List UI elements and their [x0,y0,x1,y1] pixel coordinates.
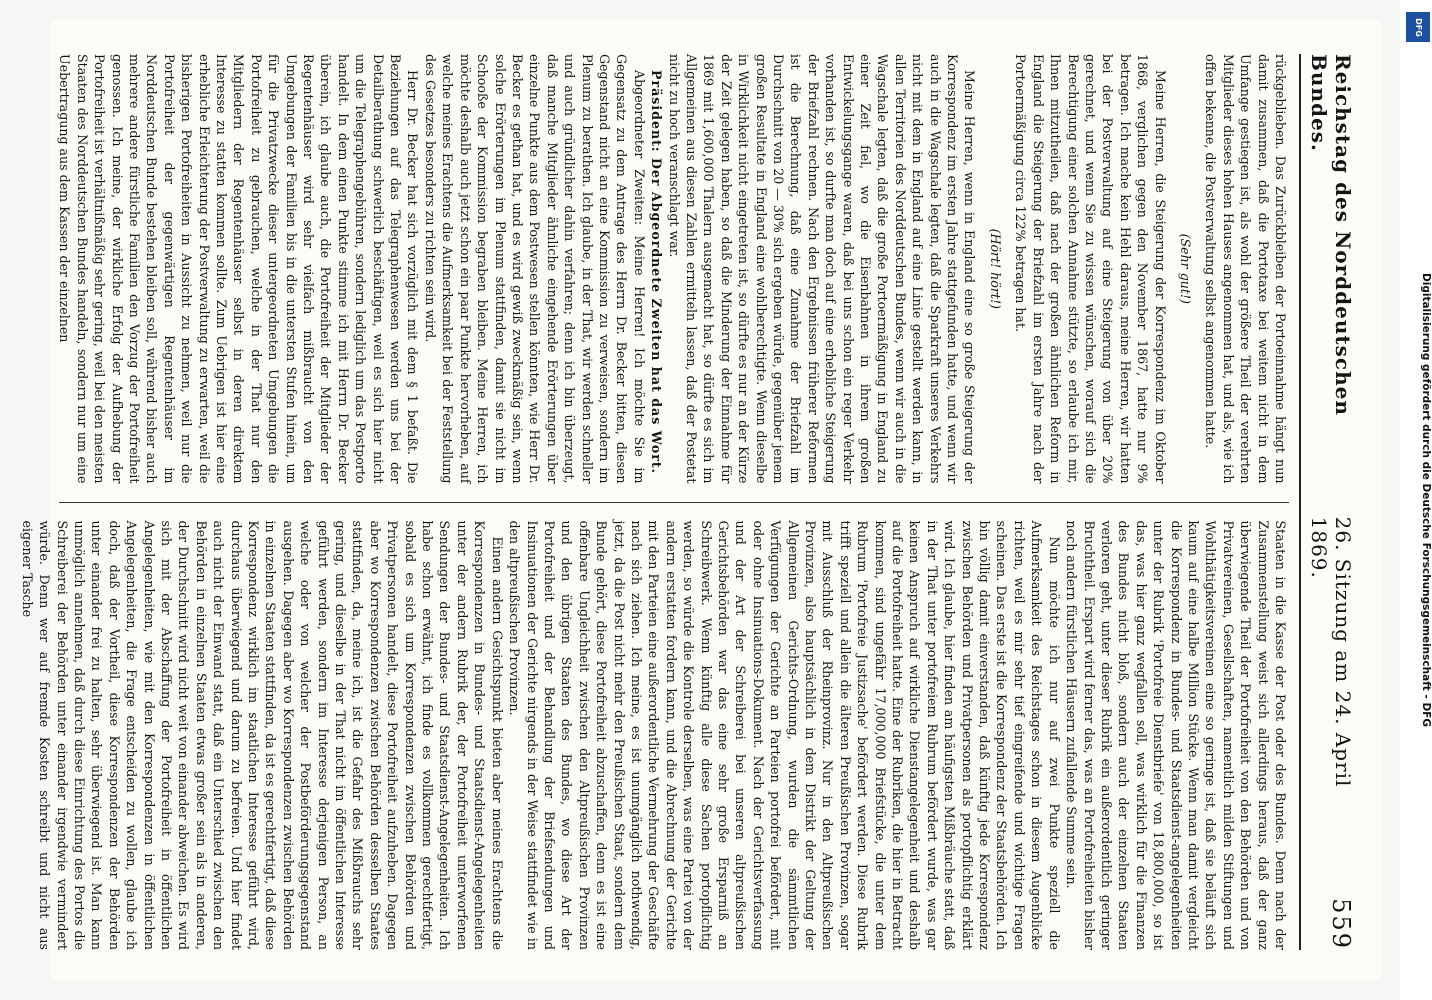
paragraph: Staaten in die Kasse der Post oder des Bundes. Denn nach der Zusammenstellung weist sich allerdings heraus, daß der ganz überwiegende Theil der Portofreiheit von den Behörden und von Privatvereinen, Gesellschaften, namentlich milden Stiftungen und Wohlthätigkeitsvereinen eine so geringe ist, daß sie beläuft sich kaum auf eine halbe Million Stücke. Wenn man damit vergleicht die Korrespondenz in Bundes- und Staatsdienst-angelegenheiten unter der Rubrik 'Portofreie Dienstbriefe' von 18,800,000, so ist das, was hier ganz wegfallen soll, was wirklich für die Finanzen des Bundes nicht bloß, sondern auch der einzelnen Staaten verloren geht, unter dieser Rubrik ein außerordentlich geringer Bruchtheil. Erspart wird ferner das, was an Portofreiheiten bisher noch andern fürstlichen Häusern zufallende Summe sein. [1064,520,1288,950]
paragraph: Einen andern Gesichtspunkt bieten aber meines Erachtens die Korrespondenzen in Bundes- und Staatsdienst-Angelegenheiten unter der andern Rubrik der, der Portofreiheit unterworfenen Sendungen der Bundes- und Staatsdienst-Angelegenheiten. Ich habe schon erwähnt, ich finde es vollkommen gerechtfertigt, sobald es sich um Korrespondenzen zwischen Behörden und Privatpersonen handelt, diese Portofreiheit aufzuheben. Dagegen aber wo Korrespondenzen zwischen Behörden desselben Staates stattfinden, da, meine ich, ist die Gefahr des Mißbrauchs sehr gering, und dieselbe in der That nicht im öffentlichen Interesse geführt werden, sondern im Interesse derjenigen Person, an welche oder von welcher der Postbeförderungsgegenstand ausgehen. Dagegen aber wo Korrespondenzen zwischen Behörden in einzelnen Staaten stattfinden, da ist es gerechtfertigt, daß diese Korrespondenz wirklich im staatlichen Interesse geführt wird, durchaus überwiegend und darum zu befreien. Und hier findet auch nicht der Einwand statt, daß ein Unterschied zwischen den Behörden in einzelnen Staaten etwas großer sein als in anderen, der Durchschnitt wird nicht weit von einander abweichen. Es wird sich mit der Abschaffung der Portofreiheit in öffentlichen Angelegenheiten, wie mit den Korrespondenzen in öffentlichen Angelegenheiten, die Frage entscheiden zu wollen, glaube ich doch, daß der Vortheil, diese Korrespondenzen der Behörden unter einander frei zu halten, sehr überwiegend ist. Man kann unmöglich annehmen, daß durch diese Einrichtung des Portos die Schreiberei der Behörden unter einander irgendwie vermindert würde. Denn wer auf fremde Kosten schreibt und nicht aus eigener Tasche [19,520,505,950]
text-columns [19,54,1289,950]
header-right [1307,517,1355,950]
page-header [1299,54,1355,950]
paragraph: Meine Herren, die Steigerung der Korrespondenz im Oktober 1868, verglichen gegen den November 1867, hatte nur 9% betragen. Ich mache kein Hehl daraus, meine Herren, wir hatten bei der Postverwaltung auf eine Steigerung von über 20% gerechnet, und wenn Sie zu wissen wünschen, worauf sich die Berechtigung einer solchen Annahme stützte, so erlaube ich mir, Ihnen mitzutheilen, daß nach der großen ähnlichen Reform in England die Steigerung der Briefzahl im ersten Jahre nach der Portoermäßigung circa 122% betragen hat. [1013,54,1168,484]
interjection: (Sehr gut!) [1177,233,1193,304]
dfg-logo-text: DFG [1413,17,1423,37]
dfg-logo [1406,12,1430,42]
header-title: Reichstag des Norddeutschen Bundes. [1307,54,1355,416]
paragraph: Abgeordneter Zweiten: Meine Herren! Ich möchte Sie im Gegensatz zu dem Antrage des Herrn Dr. Becker bitten, diesen Gegenstand nicht an eine Kommission zu verweisen, sondern im Plenum zu berathen. Ich glaube, in der That, wir werden schneller und auch gründlicher dahin verfahren; denn ich bin überzeugt, daß manche Mitglieder ähnliche eingehende Erörterungen über einzelne Punkte aus dem Postwesen stellen könnten, wie Herr Dr. Becker es gethan hat, und es wird gewiß zweckmäßig sein, wenn solche Erörterungen im Plenum stattfinden, damit sie nicht im Schooße der Kommission begraben bleiben. Meine Herren, ich möchte deshalb auch jetzt schon ein paar Punkte hervorheben, auf welche meines Erachtens die Aufmerksamkeit bei der Feststellung des Gesetzes besonders zu richten sein wird. [422,54,647,484]
paragraph: Meine Herren, wenn in England eine so große Steigerung der Korrespondenz im ersten Jahre stattgefunden hatte, und wenn wir auch in die Wagschale legten, daß die Sparkraft unseres Verkehrs nicht mit dem in England auf eine Linie gestellt werden kann, in allen Territorien des Norddeutschen Bundes, wenn wir auch in die Wagschale legten, daß die große Portoermäßigung in England zu einer Zeit fiel, wo die Eisenbahnen in ihrem großen Entwickelungsgange waren, daß bei uns schon ein reger Verkehr vorhanden ist, so durfte man doch auf eine erhebliche Steigerung der Briefzahl rechnen. Nach den Ergebnissen früherer Reformen ist die Berechnung, daß eine Zunahme der Briefzahl im Durchschnitt von 20 — 30% sich ergeben würde, gegenüber jenem großen Resultate in England eine wohlberechtigte. Wenn dieselbe in Wirklichkeit nicht eingetreten ist, so dürfte es nur an der Kürze der Zeit gelegen haben, so daß die Minderung der Einnahme für 1869 mit 1,600,000 Thalern ausgemacht hat, so dürfte es sich im Allgemeinen aus diesen Zahlen ermitteln lassen, daß der Postetat nicht zu hoch veranschlagt war. [666,54,978,484]
paragraph: rückgeblieben. Das Zurückbleiben der Portoeinnahme hängt nun damit zusammen, daß die Portotaxe bei weitem nicht in dem Umfange gestiegen ist, als wohl der größere Theil der verehrten Mitglieder dieses hohen Hauses angenommen hat, und als, wie ich offen bekenne, die Postverwaltung selbst angenommen hatte. [1203,54,1288,484]
page-number: 559 [1327,898,1355,950]
rotated-document-page [19,20,1381,980]
paragraph: Nun möchte ich nur auf zwei Punkte speziell die Aufmerksamkeit des Reichstages schon in diesem Augenblicke richten, weil es mir sehr tief eingreifende und wichtige Fragen scheinen. Das erste ist die Korrespondenz der Staatsbehörden. Ich bin völlig damit einverstanden, daß künftig jede Korrespondenz zwischen Behörden und Privatpersonen als portopflichtig erklärt wird. Ich glaube, hier finden am häufigsten Mißbräuche statt, daß in der That unter portofreiem Rubrum befördert wurde, was gar keinen Anspruch auf wirkliche Dienstangelegenheit und deshalb auf die Portofreiheit hatte. Eine der Rubriken, die hier in Betracht kommen, sind ungefähr 17,000,000 Briefstücke, die unter dem Rubrum 'Portofreie Justizsache' befördert werden. Diese Rubrik trifft speziell und allein die älteren Preußischen Provinzen, sogar mit Ausschluß der Rheinprovinz. Nur in den Altpreußischen Provinzen, also hauptsächlich in dem Distrikt der Geltung der Allgemeinen Gerichts-Ordnung, wurden die sämmtlichen Verfügungen der Gerichte an Parteien portofrei befördert, mit oder ohne Insinuations-Dokument. Nach der Gerichtsverfassung und der Art der Schreiberei bei unseren altpreußischen Gerichtsbehörden war das eine sehr große Ersparniß an Schreibwerk. Wenn künftig alle diese Sachen portopflichtig werden, so würde die Kontrole derselben, was eine Partei von der andern erstatten fordern kann, und die Abrechnung der Gerichte mit den Parteien eine außerordentliche Vermehrung der Geschäfte nach sich ziehen. Ich meine, es ist unumgänglich nothwendig, jetzt, da die Post nicht mehr den Preußischen Staat, sondern dem Bunde gehört, diese Portofreiheit abzuschaffen, denn es ist eine offenbare Ungleichheit zwischen den Altpreußischen Provinzen und den übrigen Staaten des Bundes, wo diese Art der Portofreiheit und der Behandlung der Briefsendungen und Insinuationen der Gerichte nirgends in der Weise stattfindet wie in den altpreußischen Provinzen. [507,520,1062,950]
speaker-line: Präsident: Der Abgeordnete Zweiten hat das Wort. [649,70,665,475]
right-column [19,520,1289,951]
digitization-credit: Digitalisierung gefördert durch die Deutsche Forschungsgemeinschaft - DFG [1420,273,1432,727]
column-divider [59,502,1289,503]
paragraph: Herr Dr. Becker hat sich vorzüglich mit dem § 1 befaßt. Die Beziehungen auf das Telegraphenwesen werden uns bei der Detailberathung schwerlich beschäftigen, weil es sich hier nicht um die Telegraphengebühren, sondern lediglich um das Postporto handelt. In dem einen Punkte stimme ich mit Herrn Dr. Becker überein, ich glaube auch, die Portofreiheit der Mitglieder der Regentenhäuser wird sehr vielfach mißbraucht von den Umgebungen der Familien bis in die untersten Stufen hinein, um für die Privatzwecke dieser untergeordneten Umgebungen die Portofreiheit zu gebrauchen, welche in der That nur den Mitgliedern der Regentenhäuser selbst in deren direktem Interesse zu statten kommen sollte. Zum Uebrigen ist hier eine erhebliche Erleichterung der Postverwaltung zu erwarten, weil die bisherigen Portofreiheiten in Aussicht zu nehmen, weil nur die Portofreiheit der gegenwärtigen Regentenhäuser im Norddeutschen Bunde bestehen bleiben soll, während bisher auch mehrere andere fürstliche Familien den Vorzug der Portofreiheit genossen. Ich meine, der wirkliche Erfolg der Aufhebung der Portofreiheit ist verhältnißmäßig sehr gering, weil bei den meisten Staaten des Norddeutschen Bundes handeln, sondern nur um eine Uebertragung aus dem Kassen der einzelnen [57,54,421,484]
header-session: 26. Sitzung am 24. April 1869. [1307,516,1355,788]
left-column [59,54,1289,484]
interjection: (Hört! hört!) [987,228,1003,309]
